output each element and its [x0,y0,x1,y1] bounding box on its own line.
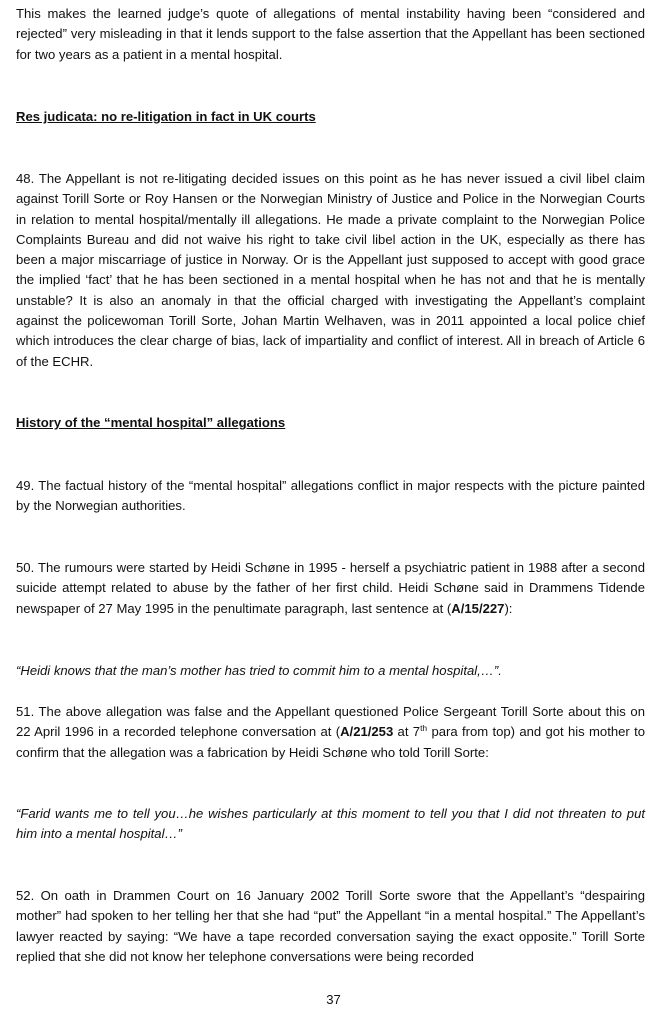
paragraph-51-reference: A/21/253 [340,724,394,740]
paragraph-52: 52. On oath in Drammen Court on 16 January 2002 Torill Sorte swore that the Appellant’s “despairing mother” had spoken to her telling her that she had “put” the Appellant “in a mental hospital.” The Appellant’s lawyer reacted by saying: “We have a tape recorded conversation saying the exact opposite.” Torill Sorte replied that she did not know her telephone conversations were being recorded [16,888,645,964]
quote-heidi: “Heidi knows that the man’s mother has tried to commit him to a mental hospital,…”. [16,663,502,678]
quote-farid: “Farid wants me to tell you…he wishes particularly at this moment to tell you that I did not threaten to put him into a mental hospital…” [16,806,645,842]
heading-history: History of the “mental hospital” allegations [16,415,286,430]
paragraph-49: 49. The factual history of the “mental hospital” allegations conflict in major respects with the picture painted by the Norwegian authorities. [16,478,645,514]
paragraph-51 [16,702,645,763]
paragraph-50 [16,558,645,619]
paragraph-50-end: ): [504,600,513,616]
paragraph-48: 48. The Appellant is not re-litigating decided issues on this point as he has never issued a civil libel claim against Torill Sorte or Roy Hansen or the Norwegian Ministry of Justice and Police in the Norwegian Courts in relation to mental hospital/mentally ill allegations. He made a private complaint to the Norwegian Police Complaints Bureau and did not waive his right to take civil libel action in the UK, especially as there has been a major miscarriage of justice in Norway. Or is the Appellant just supposed to accept with good grace the implied ‘fact’ that he has been sectioned in a mental hospital when he has not and that he is mentally unstable? It is also an anomaly in that the official charged with investigating the Appellant’s complaint against the policewoman Torill Sorte, Johan Martin Welhaven, was in 2011 appointed a local police chief which introduces the clear charge of bias, lack of impartiality and conflict of interest. All in breach of Article 6 of the ECHR. [16,171,645,369]
paragraph-51-superscript: th [420,723,428,734]
intro-paragraph: This makes the learned judge’s quote of allegations of mental instability having been “considered and rejected” very misleading in that it lends support to the false assertion that the Appellant has been sectioned for two years as a patient in a mental hospital. [16,6,645,62]
paragraph-50-reference: A/15/227 [451,600,505,616]
paragraph-51-rest: para from top) and got his mother to confirm that the allegation was a fabrication by Heidi Schøne who told Torill Sorte: [16,724,645,760]
page-number: 37 [326,992,341,1007]
heading-res-judicata: Res judicata: no re-litigation in fact in UK courts [16,109,316,124]
paragraph-51-text: 51. The above allegation was false and the Appellant questioned Police Sergeant Torill Sorte about this on 22 April 1996 in a recorded telephone conversation at ( [16,704,645,740]
paragraph-51-at: at 7 [393,724,421,740]
paragraph-50-text: 50. The rumours were started by Heidi Schøne in 1995 - herself a psychiatric patient in 1988 after a second suicide attempt related to abuse by the father of her first child. Heidi Schøne said in Drammens Tidende newspaper of 27 May 1995 in the penultimate paragraph, last sentence at ( [16,560,645,616]
